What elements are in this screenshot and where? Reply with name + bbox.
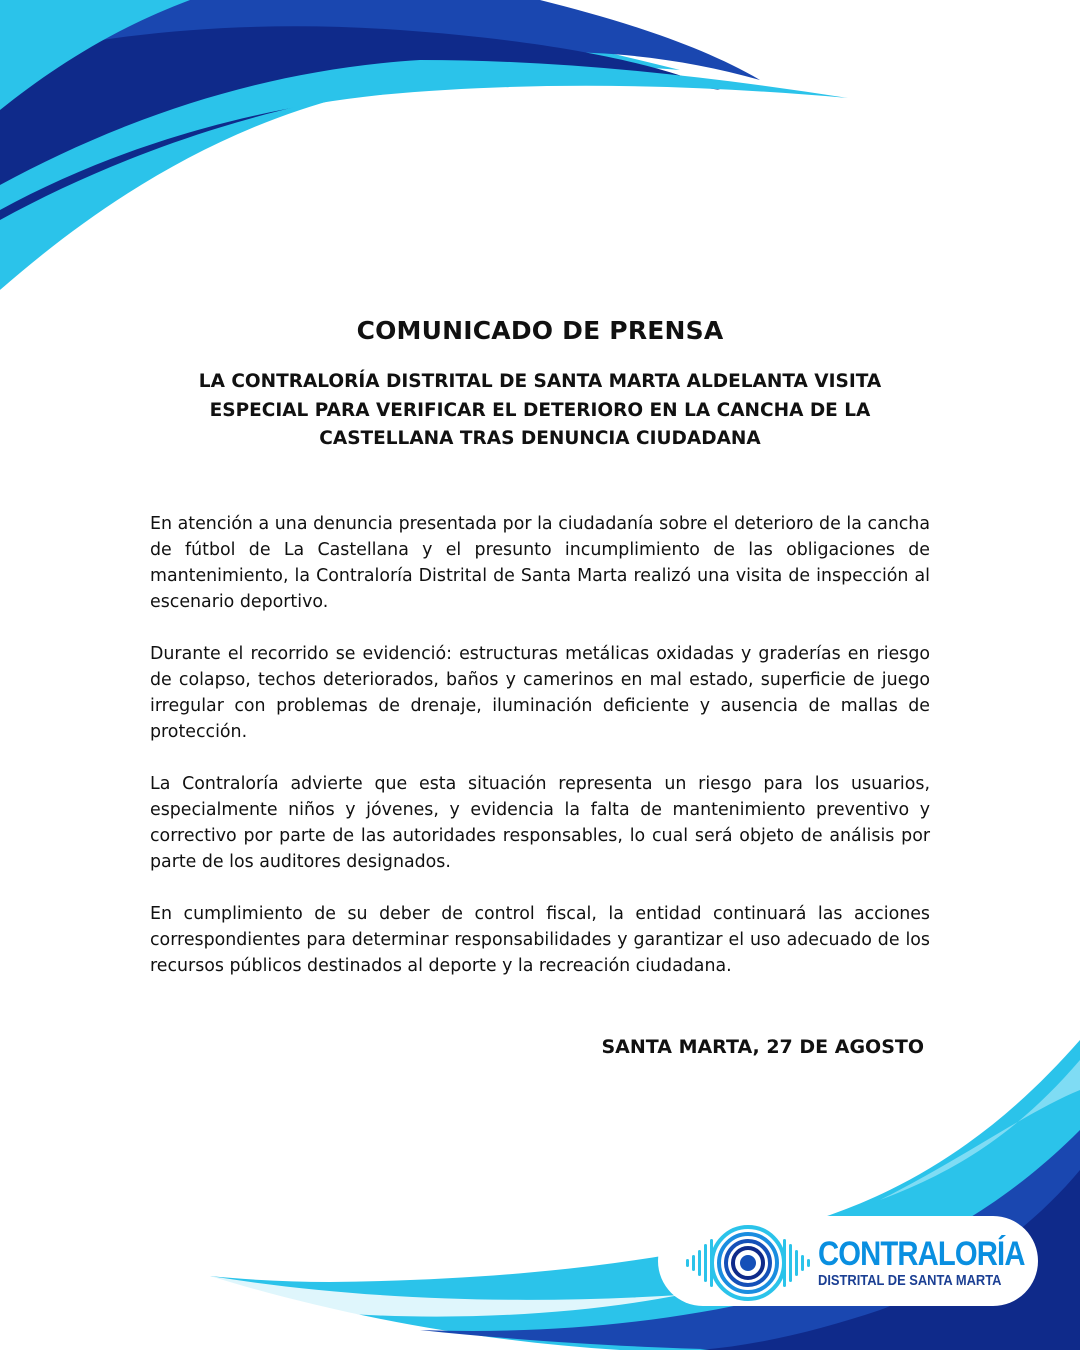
logo-subtitle: DISTRITAL DE SANTA MARTA [818, 1272, 1002, 1289]
paragraph-1: En atención a una denuncia presentada por la ciudadanía sobre el deterioro de la cancha de fútbol de La Castellana y el presunto incumplimiento de las obligaciones de mantenimiento, la Contraloría Distrital de Santa Marta realizó una visita de inspección al escenario deportivo. [150, 514, 930, 612]
paragraph-4: En cumplimiento de su deber de control fiscal, la entidad continuará las acciones correspondientes para determinar responsabilidades y garantizar el uso adecuado de los recursos públicos destinados al deporte y la recreación ciudadana. [150, 904, 930, 976]
logo-name: CONTRALORÍA [818, 1235, 1025, 1273]
paragraph-2: Durante el recorrido se evidenció: estructuras metálicas oxidadas y graderías en riesgo de colapso, techos deteriorados, baños y camerinos en mal estado, superficie de juego irregular con problemas de drenaje, iluminación deficiente y ausencia de mallas de protección. [150, 644, 930, 742]
document-headline: LA CONTRALORÍA DISTRITAL DE SANTA MARTA ALDELANTA VISITA ESPECIAL PARA VERIFICAR EL DETERIORO EN LA CANCHA DE LA CASTELLANA TRAS DENUNCIA CIUDADANA [198, 371, 882, 449]
concentric-circles-soundwave-icon [684, 1224, 812, 1302]
document-title: COMUNICADO DE PRENSA [356, 316, 724, 345]
contraloria-logo [658, 1216, 1038, 1306]
body-text [150, 511, 930, 1005]
dateline: SANTA MARTA, 27 DE AGOSTO [601, 1036, 924, 1058]
paragraph-3: La Contraloría advierte que esta situación representa un riesgo para los usuarios, especialmente niños y jóvenes, y evidencia la falta de mantenimiento preventivo y correctivo por parte de las autoridades responsables, lo cual será objeto de análisis por parte de los auditores designados. [150, 774, 930, 872]
